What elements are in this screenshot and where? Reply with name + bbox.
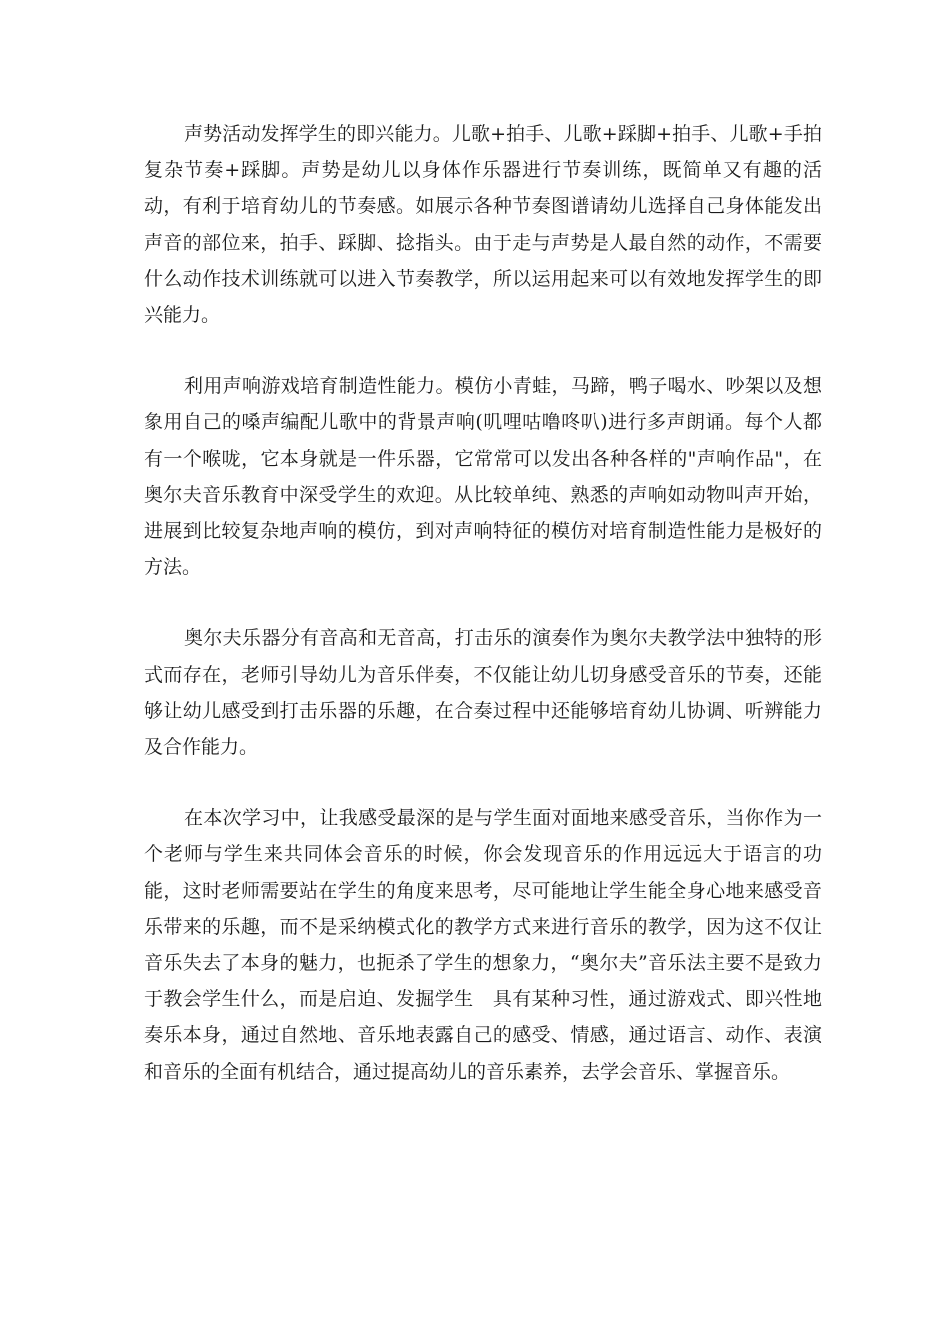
paragraph-body-percussion: 声势活动发挥学生的即兴能力。儿歌+拍手、儿歌+踩脚+拍手、儿歌+手拍复杂节奏+踩脚。声势是幼儿以身体作乐器进行节奏训练，既简单又有趣的活动，有利于培育幼儿的节奏感。如展示各种节奏图谱请幼儿选择自己身体能发出声音的部位来，拍手、踩脚、捻指头。由于走与声势是人最自然的动作，不需要什么动作技术训练就可以进入节奏教学，所以运用起来可以有效地发挥学生的即兴能力。 — [144, 123, 822, 327]
document-body — [144, 116, 822, 1090]
paragraph-orff-instruments: 奥尔夫乐器分有音高和无音高，打击乐的演奏作为奥尔夫教学法中独特的形式而存在，老师引导幼儿为音乐伴奏，不仅能让幼儿切身感受音乐的节奏，还能够让幼儿感受到打击乐器的乐趣，在合奏过程中还能够培育幼儿协调、听辨能力及合作能力。 — [144, 627, 822, 759]
paragraph-learning-reflection: 在本次学习中，让我感受最深的是与学生面对面地来感受音乐，当你作为一个老师与学生来共同体会音乐的时候，你会发现音乐的作用远远大于语言的功能，这时老师需要站在学生的角度来思考，尽可能地让学生能全身心地来感受音乐带来的乐趣，而不是采纳模式化的教学方式来进行音乐的教学，因为这不仅让音乐失去了本身的魅力，也扼杀了学生的想象力，“奥尔夫”音乐法主要不是致力于教会学生什么，而是启迫、发掘学生 具有某种习性，通过游戏式、即兴性地奏乐本身，通过自然地、音乐地表露自己的感受、情感，通过语言、动作、表演和音乐的全面有机结合，通过提高幼儿的音乐素养，去学会音乐、掌握音乐。 — [144, 807, 822, 1083]
paragraph-sound-games: 利用声响游戏培育制造性能力。模仿小青蛙，马蹄，鸭子喝水、吵架以及想象用自己的嗓声编配儿歌中的背景声响(叽哩咕噜咚叭)进行多声朗诵。每个人都有一个喉咙，它本身就是一件乐器，它常常可以发出各种各样的"声响作品"，在奥尔夫音乐教育中深受学生的欢迎。从比较单纯、熟悉的声响如动物叫声开始，进展到比较复杂地声响的模仿，到对声响特征的模仿对培育制造性能力是极好的方法。 — [144, 375, 822, 579]
